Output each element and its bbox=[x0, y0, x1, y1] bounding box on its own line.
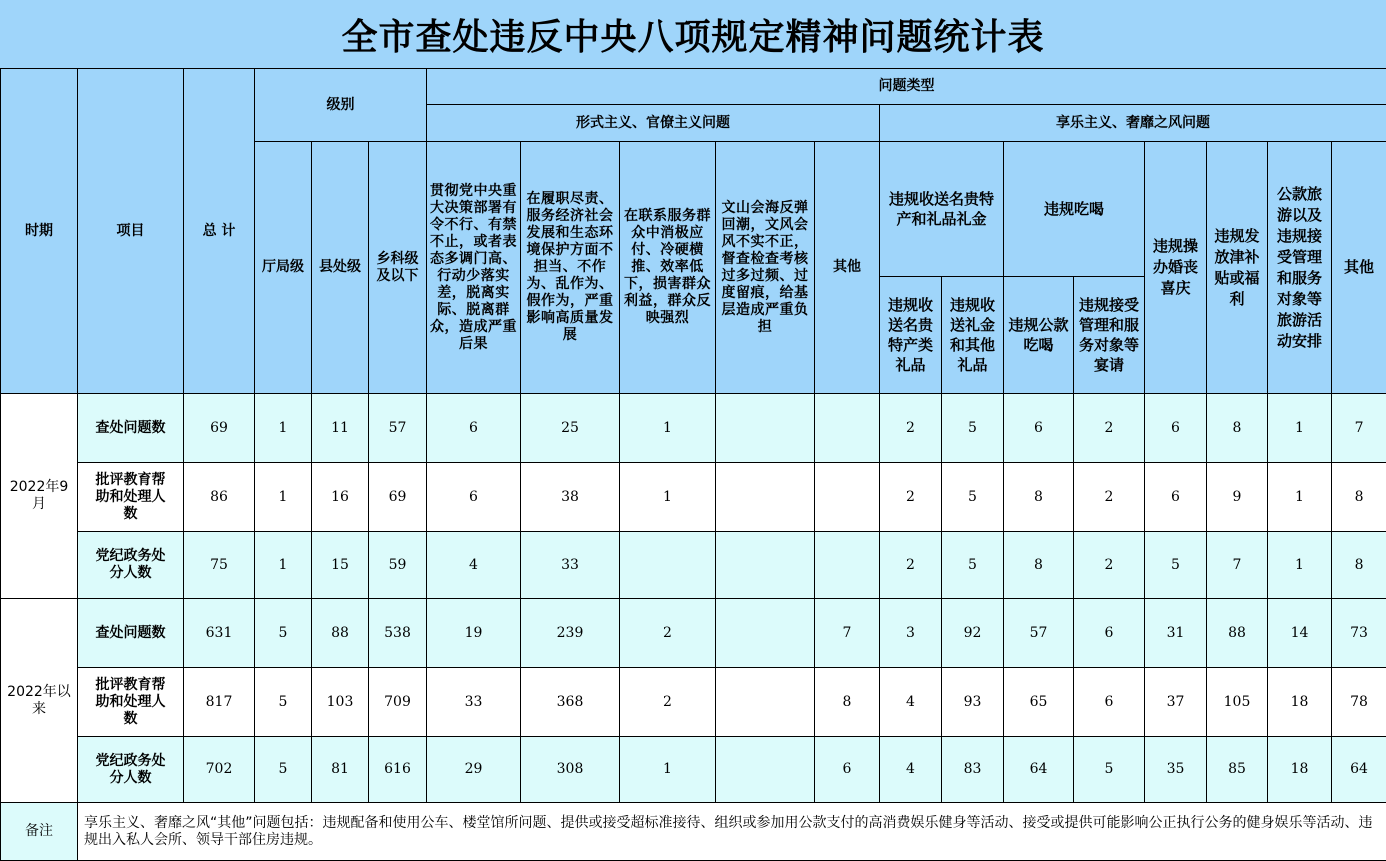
table-cell: 4 bbox=[880, 668, 942, 737]
table-cell: 9 bbox=[1207, 463, 1268, 532]
table-cell: 8 bbox=[1332, 463, 1386, 532]
table-cell: 6 bbox=[427, 463, 521, 532]
table-cell: 86 bbox=[184, 463, 255, 532]
table-cell bbox=[716, 532, 815, 599]
table-cell: 3 bbox=[880, 599, 942, 668]
table-cell: 92 bbox=[942, 599, 1004, 668]
table-cell bbox=[815, 532, 880, 599]
table-cell: 5 bbox=[255, 737, 312, 803]
table-cell: 6 bbox=[1145, 394, 1207, 463]
table-cell: 57 bbox=[369, 394, 427, 463]
table-cell: 103 bbox=[312, 668, 369, 737]
level-xiang-header: 乡科级及以下 bbox=[369, 142, 427, 394]
table-cell bbox=[815, 463, 880, 532]
table-cell: 93 bbox=[942, 668, 1004, 737]
period-label: 2022年9月 bbox=[1, 394, 78, 599]
table-cell: 2 bbox=[620, 599, 716, 668]
table-cell: 69 bbox=[184, 394, 255, 463]
table-cell: 64 bbox=[1004, 737, 1074, 803]
table-cell: 81 bbox=[312, 737, 369, 803]
page-title: 全市查处违反中央八项规定精神问题统计表 bbox=[0, 0, 1386, 68]
table-cell: 616 bbox=[369, 737, 427, 803]
note-label: 备注 bbox=[1, 803, 78, 861]
statistics-table bbox=[0, 68, 1386, 861]
table-cell: 105 bbox=[1207, 668, 1268, 737]
hedonism-allowance-header: 违规发放津补贴或福利 bbox=[1207, 142, 1268, 394]
table-cell: 1 bbox=[255, 532, 312, 599]
total-header: 总 计 bbox=[184, 69, 255, 394]
table-cell: 2 bbox=[880, 394, 942, 463]
table-cell bbox=[716, 394, 815, 463]
item-header: 项目 bbox=[78, 69, 184, 394]
hedonism-dine-sub-1: 违规公款吃喝 bbox=[1004, 277, 1074, 394]
period-header: 时期 bbox=[1, 69, 78, 394]
table-cell: 35 bbox=[1145, 737, 1207, 803]
table-cell: 1 bbox=[255, 394, 312, 463]
table-cell: 308 bbox=[521, 737, 620, 803]
table-cell: 239 bbox=[521, 599, 620, 668]
table-cell bbox=[716, 668, 815, 737]
table-cell: 368 bbox=[521, 668, 620, 737]
table-cell: 59 bbox=[369, 532, 427, 599]
table-cell: 8 bbox=[1332, 532, 1386, 599]
table-cell: 83 bbox=[942, 737, 1004, 803]
row-item-label: 查处问题数 bbox=[78, 394, 184, 463]
table-cell: 29 bbox=[427, 737, 521, 803]
table-cell: 2 bbox=[880, 463, 942, 532]
row-item-label: 批评教育帮助和处理人数 bbox=[78, 463, 184, 532]
note-text: 享乐主义、奢靡之风“其他”问题包括：违规配备和使用公车、楼堂馆所问题、提供或接受超标准接待、组织或参加用公款支付的高消费娱乐健身等活动、接受或提供可能影响公正执行公务的健身娱乐等活动、违规出入私人会所、领导干部住房违规。 bbox=[78, 803, 1386, 861]
table-cell: 2 bbox=[880, 532, 942, 599]
row-item-label: 党纪政务处分人数 bbox=[78, 532, 184, 599]
table-cell: 16 bbox=[312, 463, 369, 532]
table-cell: 7 bbox=[1207, 532, 1268, 599]
table-cell: 8 bbox=[1004, 532, 1074, 599]
row-item-label: 批评教育帮助和处理人数 bbox=[78, 668, 184, 737]
table-cell: 538 bbox=[369, 599, 427, 668]
table-cell: 5 bbox=[1074, 737, 1145, 803]
table-cell bbox=[716, 599, 815, 668]
table-cell: 6 bbox=[1074, 599, 1145, 668]
table-cell: 7 bbox=[1332, 394, 1386, 463]
table-cell: 6 bbox=[815, 737, 880, 803]
table-cell: 25 bbox=[521, 394, 620, 463]
table-cell: 2 bbox=[620, 668, 716, 737]
table-cell: 1 bbox=[1268, 532, 1332, 599]
formalism-col-other: 其他 bbox=[815, 142, 880, 394]
hedonism-gift-header: 违规收送名贵特产和礼品礼金 bbox=[880, 142, 1004, 277]
table-cell: 4 bbox=[427, 532, 521, 599]
table-cell: 2 bbox=[1074, 463, 1145, 532]
table-cell: 5 bbox=[255, 668, 312, 737]
level-ting-header: 厅局级 bbox=[255, 142, 312, 394]
table-cell: 78 bbox=[1332, 668, 1386, 737]
table-cell: 8 bbox=[815, 668, 880, 737]
table-cell: 38 bbox=[521, 463, 620, 532]
table-cell: 37 bbox=[1145, 668, 1207, 737]
hedonism-wedding-header: 违规操办婚丧喜庆 bbox=[1145, 142, 1207, 394]
table-cell bbox=[716, 463, 815, 532]
table-cell: 14 bbox=[1268, 599, 1332, 668]
table-cell: 5 bbox=[255, 599, 312, 668]
hedonism-travel-header: 公款旅游以及违规接受管理和服务对象等旅游活动安排 bbox=[1268, 142, 1332, 394]
table-cell: 19 bbox=[427, 599, 521, 668]
formalism-col-2: 在履职尽责、服务经济社会发展和生态环境保护方面不担当、不作为、乱作为、假作为，严重影响高质量发展 bbox=[521, 142, 620, 394]
row-item-label: 党纪政务处分人数 bbox=[78, 737, 184, 803]
table-cell: 8 bbox=[1004, 463, 1074, 532]
hedonism-gift-sub-1: 违规收送名贵特产类礼品 bbox=[880, 277, 942, 394]
table-cell: 18 bbox=[1268, 668, 1332, 737]
table-cell: 1 bbox=[255, 463, 312, 532]
level-xian-header: 县处级 bbox=[312, 142, 369, 394]
table-cell: 73 bbox=[1332, 599, 1386, 668]
formalism-col-3: 在联系服务群众中消极应付、冷硬横推、效率低下，损害群众利益，群众反映强烈 bbox=[620, 142, 716, 394]
table-cell: 6 bbox=[1004, 394, 1074, 463]
table-cell: 817 bbox=[184, 668, 255, 737]
table-cell: 18 bbox=[1268, 737, 1332, 803]
table-cell: 1 bbox=[1268, 394, 1332, 463]
formalism-col-4: 文山会海反弹回潮，文风会风不实不正，督查检查考核过多过频、过度留痕，给基层造成严重负担 bbox=[716, 142, 815, 394]
table-cell: 2 bbox=[1074, 394, 1145, 463]
level-header: 级别 bbox=[255, 69, 427, 142]
table-cell: 1 bbox=[1268, 463, 1332, 532]
table-cell: 64 bbox=[1332, 737, 1386, 803]
table-cell: 5 bbox=[942, 532, 1004, 599]
table-cell: 709 bbox=[369, 668, 427, 737]
hedonism-gift-sub-2: 违规收送礼金和其他礼品 bbox=[942, 277, 1004, 394]
row-item-label: 查处问题数 bbox=[78, 599, 184, 668]
hedonism-dine-header: 违规吃喝 bbox=[1004, 142, 1145, 277]
table-cell bbox=[815, 394, 880, 463]
table-cell: 15 bbox=[312, 532, 369, 599]
table-cell: 88 bbox=[312, 599, 369, 668]
table-cell: 88 bbox=[1207, 599, 1268, 668]
table-cell: 69 bbox=[369, 463, 427, 532]
table-cell: 702 bbox=[184, 737, 255, 803]
table-cell: 7 bbox=[815, 599, 880, 668]
table-cell: 1 bbox=[620, 463, 716, 532]
table-cell: 2 bbox=[1074, 532, 1145, 599]
formalism-col-1: 贯彻党中央重大决策部署有令不行、有禁不止，或者表态多调门高、行动少落实差，脱离实际、脱离群众，造成严重后果 bbox=[427, 142, 521, 394]
table-cell: 85 bbox=[1207, 737, 1268, 803]
table-cell bbox=[620, 532, 716, 599]
table-cell: 65 bbox=[1004, 668, 1074, 737]
table-cell: 31 bbox=[1145, 599, 1207, 668]
table-cell: 5 bbox=[1145, 532, 1207, 599]
period-label: 2022年以来 bbox=[1, 599, 78, 803]
table-cell: 5 bbox=[942, 394, 1004, 463]
table-cell: 6 bbox=[1074, 668, 1145, 737]
table-cell: 631 bbox=[184, 599, 255, 668]
hedonism-other-header: 其他 bbox=[1332, 142, 1386, 394]
table-cell: 33 bbox=[521, 532, 620, 599]
table-cell: 6 bbox=[427, 394, 521, 463]
table-cell: 8 bbox=[1207, 394, 1268, 463]
table-cell: 4 bbox=[880, 737, 942, 803]
table-cell: 1 bbox=[620, 394, 716, 463]
table-cell: 11 bbox=[312, 394, 369, 463]
table-cell: 6 bbox=[1145, 463, 1207, 532]
table-cell bbox=[716, 737, 815, 803]
table-cell: 5 bbox=[942, 463, 1004, 532]
table-cell: 75 bbox=[184, 532, 255, 599]
formalism-header: 形式主义、官僚主义问题 bbox=[427, 105, 880, 142]
table-cell: 1 bbox=[620, 737, 716, 803]
hedonism-header: 享乐主义、奢靡之风问题 bbox=[880, 105, 1386, 142]
problem-type-header: 问题类型 bbox=[427, 69, 1386, 105]
table-cell: 33 bbox=[427, 668, 521, 737]
table-cell: 57 bbox=[1004, 599, 1074, 668]
hedonism-dine-sub-2: 违规接受管理和服务对象等宴请 bbox=[1074, 277, 1145, 394]
